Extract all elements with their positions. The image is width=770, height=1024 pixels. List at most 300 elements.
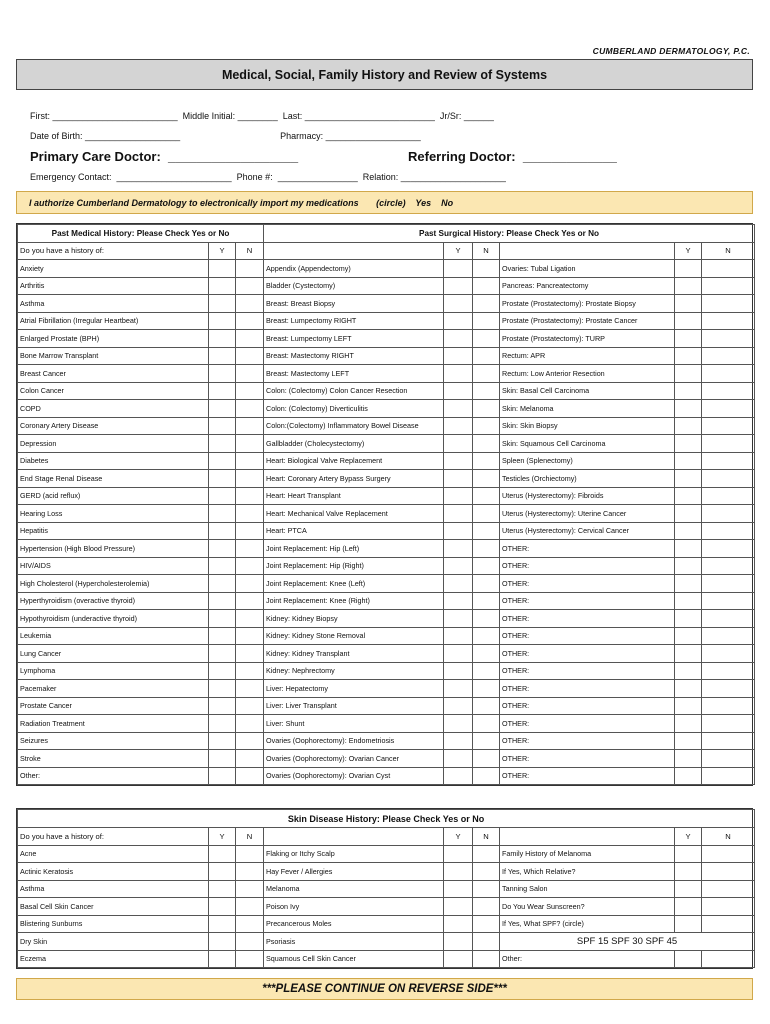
yes-checkbox[interactable]	[675, 680, 702, 698]
yes-checkbox[interactable]	[675, 662, 702, 680]
yes-checkbox[interactable]	[675, 898, 702, 916]
table-row	[18, 933, 755, 951]
medical-condition-label: High Cholesterol (Hypercholesterolemia)	[18, 575, 209, 593]
no-checkbox[interactable]	[236, 505, 264, 523]
no-checkbox[interactable]	[236, 915, 264, 933]
table-row	[18, 400, 755, 418]
yes-checkbox[interactable]	[675, 452, 702, 470]
no-checkbox[interactable]	[473, 540, 500, 558]
yes-checkbox[interactable]	[209, 610, 236, 628]
yes-checkbox[interactable]	[675, 767, 702, 785]
table-row	[18, 312, 755, 330]
table-row	[18, 487, 755, 505]
yes-checkbox[interactable]	[444, 575, 473, 593]
table-row	[18, 915, 755, 933]
no-checkbox[interactable]	[473, 863, 500, 881]
yes-checkbox[interactable]	[209, 645, 236, 663]
no-checkbox[interactable]	[473, 950, 500, 968]
yes-checkbox[interactable]	[209, 845, 236, 863]
yes-checkbox[interactable]	[209, 330, 236, 348]
yes-checkbox[interactable]	[209, 915, 236, 933]
column-label: Do you have a history of:	[18, 242, 209, 260]
no-checkbox[interactable]	[236, 732, 264, 750]
name-fields[interactable]: First: _________________________ Middle Initial: ________ Last: __________________________ Jr/Sr: ______	[30, 111, 494, 121]
yes-checkbox[interactable]	[444, 845, 473, 863]
referring-doctor-field[interactable]: Referring Doctor: _____________	[408, 149, 617, 164]
yes-checkbox[interactable]	[444, 750, 473, 768]
yes-checkbox[interactable]	[675, 417, 702, 435]
yes-checkbox[interactable]	[444, 662, 473, 680]
yes-checkbox[interactable]	[209, 750, 236, 768]
yes-checkbox[interactable]	[209, 382, 236, 400]
table-row	[18, 880, 755, 898]
yes-checkbox[interactable]	[209, 435, 236, 453]
yes-checkbox[interactable]	[444, 330, 473, 348]
no-checkbox[interactable]	[473, 417, 500, 435]
medical-condition-label: Other:	[18, 767, 209, 785]
no-checkbox[interactable]	[473, 898, 500, 916]
yes-checkbox[interactable]	[675, 627, 702, 645]
no-checkbox[interactable]	[236, 435, 264, 453]
no-checkbox[interactable]	[702, 845, 755, 863]
no-checkbox[interactable]	[702, 915, 755, 933]
no-checkbox[interactable]	[702, 260, 755, 278]
surgery-label: Kidney: Kidney Biopsy	[264, 610, 444, 628]
table-row	[18, 382, 755, 400]
no-checkbox[interactable]	[702, 880, 755, 898]
yes-checkbox[interactable]	[444, 452, 473, 470]
surgery-label: Rectum: Low Anterior Resection	[500, 365, 675, 383]
no-checkbox[interactable]	[473, 767, 500, 785]
yes-checkbox[interactable]	[444, 260, 473, 278]
no-checkbox[interactable]	[236, 697, 264, 715]
no-checkbox[interactable]	[236, 277, 264, 295]
no-checkbox[interactable]	[702, 347, 755, 365]
yes-checkbox[interactable]	[444, 697, 473, 715]
table-row	[18, 662, 755, 680]
no-checkbox[interactable]	[702, 732, 755, 750]
no-checkbox[interactable]	[702, 295, 755, 313]
skin-condition-label: Asthma	[18, 880, 209, 898]
spf-options[interactable]: SPF 15 SPF 30 SPF 45	[500, 933, 755, 951]
no-checkbox[interactable]	[236, 260, 264, 278]
no-checkbox[interactable]	[702, 645, 755, 663]
no-checkbox[interactable]	[702, 452, 755, 470]
medical-condition-label: Coronary Artery Disease	[18, 417, 209, 435]
no-checkbox[interactable]	[473, 915, 500, 933]
skin-condition-label: Melanoma	[264, 880, 444, 898]
no-checkbox[interactable]	[236, 592, 264, 610]
no-checkbox[interactable]	[236, 470, 264, 488]
no-checkbox[interactable]	[702, 680, 755, 698]
surgery-label: Breast: Mastectomy LEFT	[264, 365, 444, 383]
skin-condition-label: Poison Ivy	[264, 898, 444, 916]
skin-condition-label: Squamous Cell Skin Cancer	[264, 950, 444, 968]
no-checkbox[interactable]	[236, 382, 264, 400]
yes-checkbox[interactable]	[675, 592, 702, 610]
no-checkbox[interactable]	[473, 610, 500, 628]
yes-checkbox[interactable]	[675, 697, 702, 715]
no-checkbox[interactable]	[473, 382, 500, 400]
yes-checkbox[interactable]	[209, 732, 236, 750]
table-row	[18, 697, 755, 715]
yes-checkbox[interactable]	[675, 347, 702, 365]
no-checkbox[interactable]	[473, 260, 500, 278]
yes-checkbox[interactable]	[444, 767, 473, 785]
no-checkbox[interactable]	[236, 880, 264, 898]
yes-checkbox[interactable]	[675, 487, 702, 505]
yes-checkbox[interactable]	[209, 505, 236, 523]
yes-checkbox[interactable]	[444, 732, 473, 750]
surgery-label: Uterus (Hysterectomy): Uterine Cancer	[500, 505, 675, 523]
no-checkbox[interactable]	[702, 592, 755, 610]
no-checkbox[interactable]	[473, 295, 500, 313]
yes-header: Y	[444, 828, 473, 846]
yes-checkbox[interactable]	[209, 365, 236, 383]
medical-condition-label: Atrial Fibrillation (Irregular Heartbeat)	[18, 312, 209, 330]
yes-checkbox[interactable]	[675, 382, 702, 400]
surgery-label: Ovaries (Oophorectomy): Endometriosis	[264, 732, 444, 750]
yes-checkbox[interactable]	[209, 575, 236, 593]
surgery-label: Pancreas: Pancreatectomy	[500, 277, 675, 295]
yes-checkbox[interactable]	[675, 863, 702, 881]
no-checkbox[interactable]	[473, 347, 500, 365]
no-checkbox[interactable]	[702, 662, 755, 680]
dob-pharmacy-fields[interactable]: Date of Birth: ___________________ Pharmacy: ___________________	[30, 131, 421, 141]
no-checkbox[interactable]	[702, 950, 755, 968]
no-checkbox[interactable]	[236, 522, 264, 540]
no-checkbox[interactable]	[702, 522, 755, 540]
yes-checkbox[interactable]	[444, 277, 473, 295]
no-checkbox[interactable]	[702, 365, 755, 383]
yes-checkbox[interactable]	[209, 933, 236, 951]
yes-checkbox[interactable]	[209, 347, 236, 365]
surgery-label: Rectum: APR	[500, 347, 675, 365]
yes-checkbox[interactable]	[675, 505, 702, 523]
yes-checkbox[interactable]	[444, 312, 473, 330]
table-row	[18, 592, 755, 610]
yes-checkbox[interactable]	[444, 435, 473, 453]
yes-checkbox[interactable]	[675, 522, 702, 540]
no-checkbox[interactable]	[236, 863, 264, 881]
surgery-label: OTHER:	[500, 680, 675, 698]
no-checkbox[interactable]	[702, 863, 755, 881]
no-checkbox[interactable]	[236, 715, 264, 733]
surgery-label: Breast: Lumpectomy LEFT	[264, 330, 444, 348]
skin-condition-label: Basal Cell Skin Cancer	[18, 898, 209, 916]
yes-checkbox[interactable]	[675, 260, 702, 278]
medical-condition-label: Bone Marrow Transplant	[18, 347, 209, 365]
yes-checkbox[interactable]	[444, 505, 473, 523]
no-checkbox[interactable]	[236, 295, 264, 313]
no-checkbox[interactable]	[473, 435, 500, 453]
surgery-label: Ovaries (Oophorectomy): Ovarian Cyst	[264, 767, 444, 785]
no-checkbox[interactable]	[702, 697, 755, 715]
yes-header: Y	[209, 242, 236, 260]
yes-checkbox[interactable]	[675, 845, 702, 863]
table-row	[18, 557, 755, 575]
surgery-label: Uterus (Hysterectomy): Cervical Cancer	[500, 522, 675, 540]
yes-checkbox[interactable]	[444, 417, 473, 435]
no-checkbox[interactable]	[473, 680, 500, 698]
no-checkbox[interactable]	[473, 400, 500, 418]
yes-checkbox[interactable]	[209, 898, 236, 916]
no-checkbox[interactable]	[473, 470, 500, 488]
yes-checkbox[interactable]	[444, 487, 473, 505]
yes-checkbox[interactable]	[209, 540, 236, 558]
yes-checkbox[interactable]	[209, 522, 236, 540]
emergency-contact-fields[interactable]: Emergency Contact: _______________________ Phone #: ________________ Relation: _____________________	[30, 172, 506, 182]
no-checkbox[interactable]	[473, 330, 500, 348]
no-checkbox[interactable]	[702, 330, 755, 348]
yes-checkbox[interactable]	[209, 697, 236, 715]
surgery-label: Colon: (Colectomy) Diverticulitis	[264, 400, 444, 418]
yes-checkbox[interactable]	[675, 880, 702, 898]
yes-checkbox[interactable]	[675, 715, 702, 733]
yes-checkbox[interactable]	[444, 898, 473, 916]
skin-question-label: Family History of Melanoma	[500, 845, 675, 863]
surgery-label: Heart: Heart Transplant	[264, 487, 444, 505]
no-checkbox[interactable]	[702, 715, 755, 733]
yes-checkbox[interactable]	[675, 277, 702, 295]
no-checkbox[interactable]	[473, 697, 500, 715]
surgery-label: Skin: Basal Cell Carcinoma	[500, 382, 675, 400]
no-checkbox[interactable]	[473, 522, 500, 540]
skin-condition-label: Precancerous Moles	[264, 915, 444, 933]
yes-checkbox[interactable]	[675, 950, 702, 968]
surgery-label: OTHER:	[500, 750, 675, 768]
no-checkbox[interactable]	[236, 487, 264, 505]
no-checkbox[interactable]	[702, 627, 755, 645]
yes-checkbox[interactable]	[209, 767, 236, 785]
yes-checkbox[interactable]	[675, 400, 702, 418]
primary-care-doctor-field[interactable]: Primary Care Doctor: __________________	[30, 149, 299, 164]
table-row	[18, 732, 755, 750]
no-checkbox[interactable]	[473, 452, 500, 470]
no-checkbox[interactable]	[702, 540, 755, 558]
yes-checkbox[interactable]	[209, 715, 236, 733]
no-checkbox[interactable]	[236, 312, 264, 330]
yes-checkbox[interactable]	[209, 312, 236, 330]
table-row	[18, 575, 755, 593]
skin-question-label: If Yes, Which Relative?	[500, 863, 675, 881]
no-checkbox[interactable]	[473, 557, 500, 575]
no-checkbox[interactable]	[236, 575, 264, 593]
yes-checkbox[interactable]	[209, 295, 236, 313]
yes-checkbox[interactable]	[209, 260, 236, 278]
no-checkbox[interactable]	[473, 880, 500, 898]
yes-checkbox[interactable]	[675, 610, 702, 628]
no-checkbox[interactable]	[236, 950, 264, 968]
yes-checkbox[interactable]	[444, 680, 473, 698]
yes-checkbox[interactable]	[444, 915, 473, 933]
no-checkbox[interactable]	[473, 592, 500, 610]
no-checkbox[interactable]	[473, 750, 500, 768]
surgery-label: Kidney: Kidney Stone Removal	[264, 627, 444, 645]
yes-checkbox[interactable]	[209, 452, 236, 470]
no-checkbox[interactable]	[473, 277, 500, 295]
no-checkbox[interactable]	[702, 435, 755, 453]
no-checkbox[interactable]	[702, 575, 755, 593]
surgery-label: OTHER:	[500, 610, 675, 628]
no-checkbox[interactable]	[236, 662, 264, 680]
no-checkbox[interactable]	[702, 487, 755, 505]
no-checkbox[interactable]	[236, 540, 264, 558]
no-checkbox[interactable]	[702, 505, 755, 523]
skin-condition-label: Hay Fever / Allergies	[264, 863, 444, 881]
medical-condition-label: End Stage Renal Disease	[18, 470, 209, 488]
no-checkbox[interactable]	[473, 505, 500, 523]
yes-checkbox[interactable]	[209, 863, 236, 881]
no-checkbox[interactable]	[236, 610, 264, 628]
table-row	[18, 610, 755, 628]
yes-checkbox[interactable]	[209, 592, 236, 610]
yes-checkbox[interactable]	[444, 880, 473, 898]
yes-checkbox[interactable]	[444, 610, 473, 628]
no-checkbox[interactable]	[236, 898, 264, 916]
yes-checkbox[interactable]	[675, 470, 702, 488]
no-checkbox[interactable]	[473, 365, 500, 383]
no-checkbox[interactable]	[473, 312, 500, 330]
table-row	[18, 260, 755, 278]
yes-checkbox[interactable]	[444, 347, 473, 365]
no-checkbox[interactable]	[236, 400, 264, 418]
no-checkbox[interactable]	[702, 767, 755, 785]
table-row	[18, 845, 755, 863]
no-checkbox[interactable]	[702, 400, 755, 418]
column-label: Do you have a history of:	[18, 828, 209, 846]
yes-checkbox[interactable]	[209, 400, 236, 418]
yes-checkbox[interactable]	[675, 435, 702, 453]
yes-checkbox[interactable]	[675, 557, 702, 575]
no-checkbox[interactable]	[236, 330, 264, 348]
yes-checkbox[interactable]	[675, 365, 702, 383]
yes-checkbox[interactable]	[444, 382, 473, 400]
no-checkbox[interactable]	[702, 470, 755, 488]
yes-checkbox[interactable]	[209, 557, 236, 575]
yes-checkbox[interactable]	[209, 417, 236, 435]
table-row	[18, 863, 755, 881]
yes-header: Y	[444, 242, 473, 260]
no-checkbox[interactable]	[473, 627, 500, 645]
no-checkbox[interactable]	[702, 382, 755, 400]
no-checkbox[interactable]	[473, 732, 500, 750]
yes-checkbox[interactable]	[444, 863, 473, 881]
yes-checkbox[interactable]	[675, 915, 702, 933]
medication-import-authorization[interactable]: I authorize Cumberland Dermatology to electronically import my medications (circle) Yes No	[16, 191, 753, 214]
yes-checkbox[interactable]	[444, 540, 473, 558]
no-checkbox[interactable]	[236, 767, 264, 785]
no-checkbox[interactable]	[236, 845, 264, 863]
skin-question-label: Other:	[500, 950, 675, 968]
no-checkbox[interactable]	[702, 417, 755, 435]
no-checkbox[interactable]	[702, 312, 755, 330]
yes-checkbox[interactable]	[444, 645, 473, 663]
table-row	[18, 898, 755, 916]
table-row	[18, 417, 755, 435]
no-checkbox[interactable]	[702, 750, 755, 768]
no-checkbox[interactable]	[236, 645, 264, 663]
yes-checkbox[interactable]	[444, 295, 473, 313]
no-checkbox[interactable]	[236, 347, 264, 365]
yes-checkbox[interactable]	[209, 470, 236, 488]
no-checkbox[interactable]	[236, 452, 264, 470]
medical-condition-label: Hearing Loss	[18, 505, 209, 523]
no-checkbox[interactable]	[702, 277, 755, 295]
surgery-label: Liver: Hepatectomy	[264, 680, 444, 698]
no-checkbox[interactable]	[236, 557, 264, 575]
yes-checkbox[interactable]	[444, 400, 473, 418]
no-checkbox[interactable]	[702, 898, 755, 916]
yes-checkbox[interactable]	[444, 950, 473, 968]
skin-question-label: Do You Wear Sunscreen?	[500, 898, 675, 916]
yes-checkbox[interactable]	[209, 880, 236, 898]
yes-checkbox[interactable]	[209, 487, 236, 505]
yes-checkbox[interactable]	[209, 950, 236, 968]
surgery-label: Skin: Skin Biopsy	[500, 417, 675, 435]
surgery-label: OTHER:	[500, 557, 675, 575]
no-checkbox[interactable]	[236, 933, 264, 951]
no-checkbox[interactable]	[236, 627, 264, 645]
no-checkbox[interactable]	[702, 610, 755, 628]
no-checkbox[interactable]	[702, 557, 755, 575]
no-checkbox[interactable]	[473, 487, 500, 505]
yes-checkbox[interactable]	[675, 540, 702, 558]
yes-checkbox[interactable]	[209, 277, 236, 295]
yes-checkbox[interactable]	[444, 522, 473, 540]
yes-checkbox[interactable]	[675, 645, 702, 663]
yes-checkbox[interactable]	[444, 557, 473, 575]
yes-checkbox[interactable]	[675, 575, 702, 593]
medical-condition-label: Arthritis	[18, 277, 209, 295]
yes-checkbox[interactable]	[675, 312, 702, 330]
yes-checkbox[interactable]	[444, 365, 473, 383]
yes-checkbox[interactable]	[444, 933, 473, 951]
medical-condition-label: Depression	[18, 435, 209, 453]
yes-checkbox[interactable]	[675, 295, 702, 313]
yes-checkbox[interactable]	[209, 662, 236, 680]
yes-checkbox[interactable]	[444, 715, 473, 733]
no-checkbox[interactable]	[473, 715, 500, 733]
no-checkbox[interactable]	[236, 680, 264, 698]
no-checkbox[interactable]	[236, 365, 264, 383]
no-checkbox[interactable]	[473, 645, 500, 663]
yes-checkbox[interactable]	[209, 627, 236, 645]
no-checkbox[interactable]	[236, 417, 264, 435]
table-row	[18, 627, 755, 645]
no-checkbox[interactable]	[473, 575, 500, 593]
table-row	[18, 470, 755, 488]
yes-checkbox[interactable]	[444, 470, 473, 488]
no-checkbox[interactable]	[473, 662, 500, 680]
surgery-label: Spleen (Splenectomy)	[500, 452, 675, 470]
surgery-label: Appendix (Appendectomy)	[264, 260, 444, 278]
yes-checkbox[interactable]	[209, 680, 236, 698]
medical-condition-label: Leukemia	[18, 627, 209, 645]
yes-checkbox[interactable]	[444, 592, 473, 610]
surgical-history-header: Past Surgical History: Please Check Yes or No	[264, 225, 755, 243]
yes-checkbox[interactable]	[444, 627, 473, 645]
no-checkbox[interactable]	[473, 845, 500, 863]
yes-checkbox[interactable]	[675, 330, 702, 348]
no-checkbox[interactable]	[473, 933, 500, 951]
no-checkbox[interactable]	[236, 750, 264, 768]
surgery-label: Joint Replacement: Hip (Left)	[264, 540, 444, 558]
yes-checkbox[interactable]	[675, 732, 702, 750]
yes-header: Y	[675, 828, 702, 846]
surgery-label: Joint Replacement: Hip (Right)	[264, 557, 444, 575]
yes-checkbox[interactable]	[675, 750, 702, 768]
